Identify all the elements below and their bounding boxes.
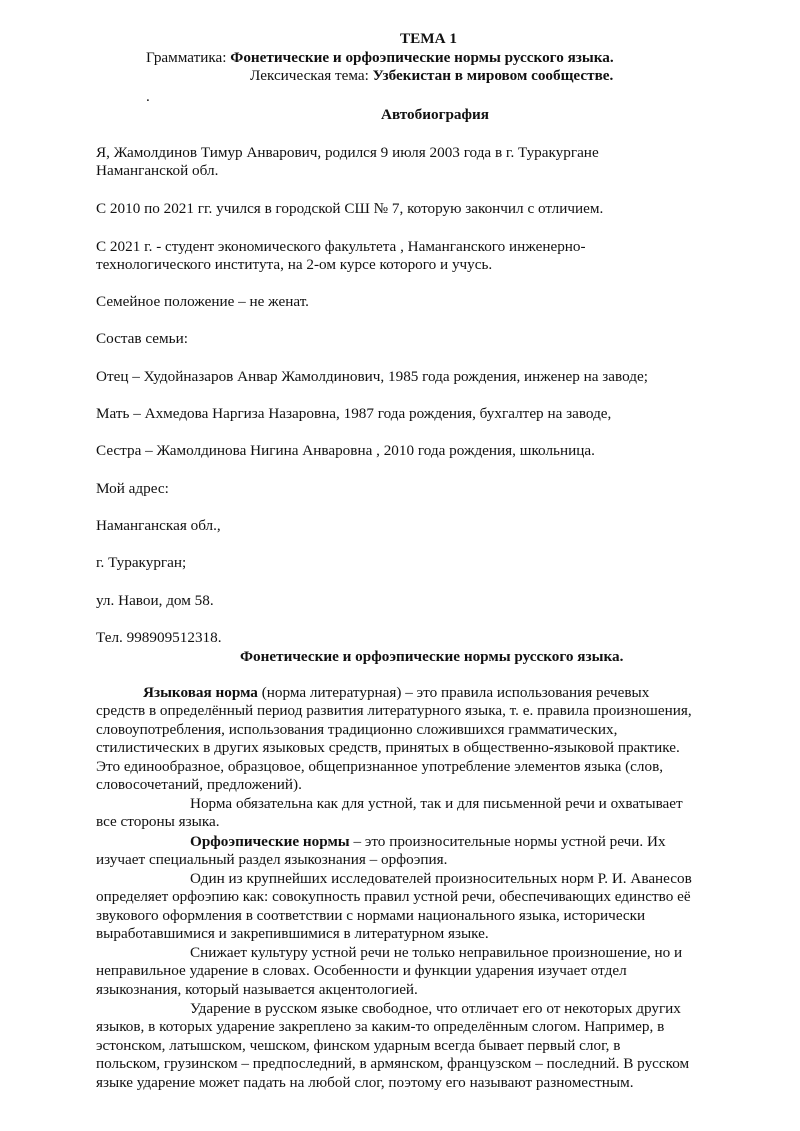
line: языке ударение может падать на любой слог, поэтому его называют разноместным. xyxy=(96,1073,634,1091)
bio-address-street: ул. Навои, дом 58. xyxy=(96,592,214,609)
theory-paragraph-avanesov xyxy=(96,870,736,944)
line: изучает специальный раздел языкознания – орфоэпия. xyxy=(96,851,448,869)
term-orthoepic-norms: Орфоэпические нормы xyxy=(190,833,350,850)
topic-number: ТЕМА 1 xyxy=(400,30,457,47)
grammar-topic: Фонетические и орфоэпические нормы русского языка. xyxy=(230,49,614,66)
bio-address-region: Наманганская обл., xyxy=(96,517,221,534)
line: стилистических в других языковых средств, принятых в общественно-языковой практике. xyxy=(96,739,680,757)
text: (норма литературная) – это правила использования речевых xyxy=(257,684,650,701)
theory-paragraph-free-stress xyxy=(96,1000,736,1092)
bio-mother: Мать – Ахмедова Наргиза Назаровна, 1987 года рождения, бухгалтер на заводе, xyxy=(96,405,612,422)
line: словоупотребления, использования традиционно сложившихся грамматических, xyxy=(96,720,618,738)
bio-family-label: Состав семьи: xyxy=(96,330,188,347)
stray-dot: . xyxy=(146,88,150,105)
bio-birth-line-2: Наманганской обл. xyxy=(96,162,219,179)
theory-title: Фонетические и орфоэпические нормы русского языка. xyxy=(240,648,624,665)
bio-address-label: Мой адрес: xyxy=(96,480,169,497)
line: средств в определённый период развития литературного языка, т. е. правила произношения, xyxy=(96,702,692,720)
bio-school: С 2010 по 2021 гг. учился в городской СШ № 7, которую закончил с отличием. xyxy=(96,200,604,217)
line: выработавшимися и закрепившимися в литературном языке. xyxy=(96,925,489,943)
theory-paragraph-language-norm xyxy=(96,684,736,794)
line: Один из крупнейших исследователей произносительных норм Р. И. Аванесов xyxy=(190,870,692,887)
bio-phone: Тел. 998909512318. xyxy=(96,629,222,646)
bio-sister: Сестра – Жамолдинова Нигина Анваровна , 2010 года рождения, школьница. xyxy=(96,442,595,459)
line: Норма обязательна как для устной, так и для письменной речи и охватывает xyxy=(190,795,683,812)
bio-student-line-2: технологического института, на 2-ом курсе которого и учусь. xyxy=(96,256,493,273)
line: Снижает культуру устной речи не только неправильное произношение, но и xyxy=(190,944,683,961)
bio-student-line-1: С 2021 г. - студент экономического факультета , Наманганского инженерно- xyxy=(96,238,586,255)
bio-father: Отец – Худойназаров Анвар Жамолдинович, 1985 года рождения, инженер на заводе; xyxy=(96,368,648,385)
lexical-topic: Узбекистан в мировом сообществе. xyxy=(372,67,614,84)
line: эстонском, латышском, чешском, финском ударным всегда бывает первый слог, в xyxy=(96,1036,621,1054)
bio-address-city: г. Туракурган; xyxy=(96,554,187,571)
line: все стороны языка. xyxy=(96,813,220,831)
line xyxy=(96,684,736,702)
line: Ударение в русском языке свободное, что отличает его от некоторых других xyxy=(190,1000,681,1017)
theory-paragraph-stress xyxy=(96,944,736,999)
line: языков, в которых ударение закреплено за каким-то определённым слогом. Например, в xyxy=(96,1018,665,1036)
line: словосочетаний, предложений). xyxy=(96,776,302,794)
bio-birth-line-1: Я, Жамолдинов Тимур Анварович, родился 9 июля 2003 года в г. Туракургане xyxy=(96,144,599,161)
line: Это единообразное, образцовое, общепризнанное употребление элементов языка (слов, xyxy=(96,757,664,775)
line: польском, грузинском – предпоследний, в армянском, французском – последний. В русском xyxy=(96,1055,690,1073)
autobiography-title: Автобиография xyxy=(381,106,489,123)
line: определяет орфоэпию как: совокупность правил устной речи, обеспечивающих единство её xyxy=(96,888,691,906)
line xyxy=(96,833,736,851)
line: звукового оформления в соответствии с нормами национального языка, исторически xyxy=(96,906,646,924)
line: языкознания, который называется акцентологией. xyxy=(96,980,418,998)
grammar-label: Грамматика: xyxy=(146,49,231,66)
lexical-line xyxy=(250,67,613,85)
bio-marital-status: Семейное положение – не женат. xyxy=(96,293,309,310)
lexical-label: Лексическая тема: xyxy=(250,67,373,84)
term-language-norm: Языковая норма xyxy=(143,684,258,701)
text: – это произносительные нормы устной речи. Их xyxy=(349,833,666,850)
line: неправильное ударение в словах. Особенности и функции ударения изучает отдел xyxy=(96,962,627,980)
theory-paragraph-obligation xyxy=(96,795,736,832)
theory-paragraph-orthoepic xyxy=(96,833,736,870)
grammar-line xyxy=(146,49,614,67)
